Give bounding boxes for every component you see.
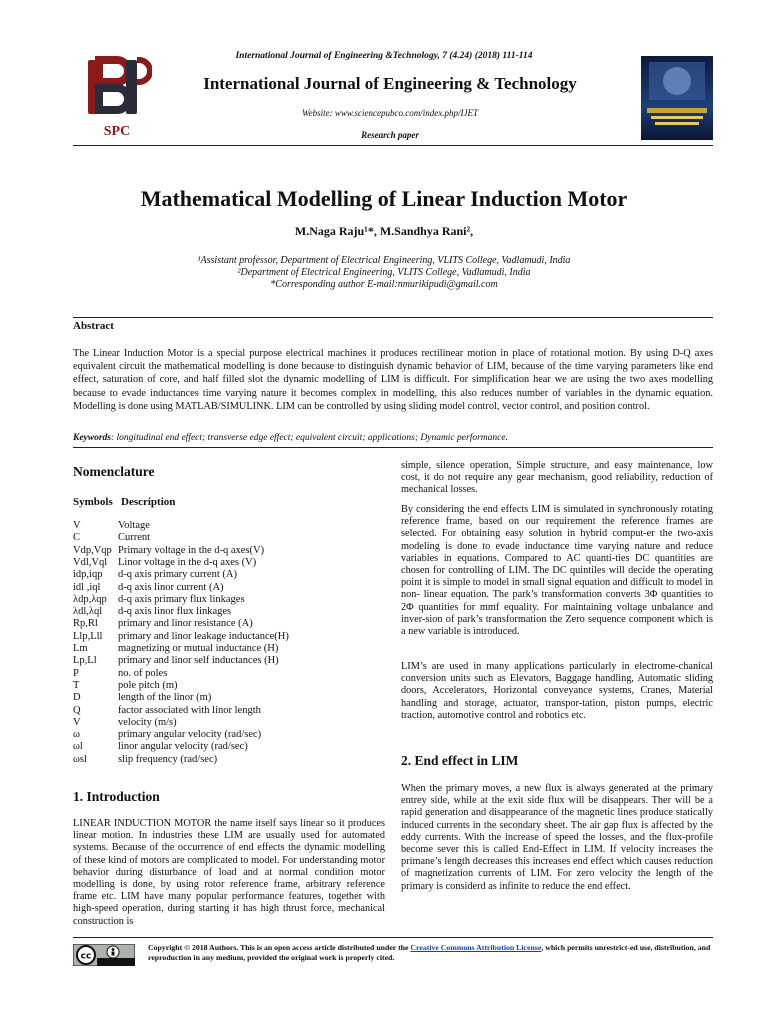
- paper-type: Research paper: [361, 130, 419, 140]
- description-column-header: Description: [121, 496, 176, 508]
- nomenclature-description: linor angular velocity (rad/sec): [118, 741, 248, 753]
- nomenclature-description: primary and linor leakage inductance(H): [118, 630, 289, 642]
- nomenclature-row: [73, 545, 264, 557]
- abstract-bottom-rule: [73, 447, 713, 448]
- article-title: Mathematical Modelling of Linear Induction Motor: [140, 186, 628, 211]
- spc-logo-icon: [88, 60, 150, 114]
- nomenclature-symbol: idl ,iql: [73, 581, 101, 593]
- nomenclature-symbol: V: [73, 716, 81, 728]
- nomenclature-description: slip frequency (rad/sec): [118, 753, 218, 765]
- nomenclature-row: [73, 717, 177, 729]
- spc-logo-text: SPC: [103, 124, 131, 139]
- abstract-text: The Linear Induction Motor is a special purpose electrical machines it produces rectilinear motion in place of rotational motion. By using D-Q axes equivalent circuit the mathematical modelling is done because to distinguish dynamic behavior of LIM, because of the time varying parameters like end effect, saturation of core, and half filled slot the dynamic modelling of LIM is difficult. For simplification hear we are using the two axes modelling because to evade inductances time varying nature it becomes complex in modelling, this also reduces number of variables in the dynamic equation. Modelling is done using MATLAB/SIMULINK. LIM can be controlled by using sliding model control, vector control, and position control.: [73, 348, 713, 412]
- affiliation-2: ²Department of Electrical Engineering, VLITS College, Vadlamudi, India: [237, 267, 531, 278]
- affiliation-1: ¹Assistant professor, Department of Electrical Engineering, VLITS College, Vadlamudi, India: [197, 255, 571, 266]
- nomenclature-description: Linor voltage in the d-q axes (V): [118, 556, 257, 568]
- abstract-top-rule: [73, 317, 713, 318]
- nomenclature-symbol: V: [73, 520, 81, 531]
- nomenclature-symbol: λdp,λqp: [73, 593, 107, 605]
- copyright-text-cont: , which permits unrestrict-ed use, distribution, and reproduction in any medium, provided the original work is properly cited.: [148, 943, 711, 962]
- right-paragraph-3: LIM’s are used in many applications particularly in electrome-chanical conversion units such as Elevators, Baggage handling, Automatic sliding doors, Accelerators, Horizontal conveyance systems, Cranes, Material handling and storage, actuator, transpor-tation, piston pumps, electric traction, automotive control and robotics etc.: [401, 661, 713, 721]
- nomenclature-symbol: ωl: [73, 741, 83, 753]
- nomenclature-symbol: Vdl,Vql: [73, 556, 108, 568]
- keywords: [73, 433, 713, 443]
- nomenclature-row: [73, 631, 289, 643]
- nomenclature-symbol: Rp,Rl: [73, 618, 98, 630]
- nomenclature-symbol: D: [73, 692, 81, 704]
- nomenclature-row: [73, 582, 224, 594]
- nomenclature-header-row: [73, 496, 175, 508]
- right-paragraph-4: When the primary moves, a new flux is always generated at the primary entrey side, while at the exit side flux will be disappears. Ther will be a rapid generation and disappearance of the magnetic lines produce statically induced currents in the secondary sheet. The air gap flux is affected by the eddy currents. With the increase of speed the losses, and the flux-profile become sever this is called End-Effect in LIM. If velocity increases the primane’s length decreases this increases end effect which causes reduction of magnetization currents of LIM. For zero velocity the length of the primary is considerd as infinite to reduce the end effect.: [401, 783, 713, 892]
- nomenclature-description: pole pitch (m): [118, 679, 178, 691]
- nomenclature-row: [73, 643, 278, 655]
- nomenclature-symbol: ω: [73, 729, 80, 741]
- nomenclature-description: no. of poles: [118, 667, 168, 679]
- creative-commons-badge[interactable]: [73, 944, 135, 966]
- right-paragraph-1: simple, silence operation, Simple structure, and easy maintenance, low cost, it do not require any gear mechanism, good reliability, reduction of mechanical losses.: [401, 460, 713, 496]
- nomenclature-symbol: idp,iqp: [73, 569, 103, 581]
- cc-license-link[interactable]: Creative Commons Attribution License: [410, 943, 542, 952]
- nomenclature-heading: Nomenclature: [73, 464, 155, 479]
- nomenclature-description: length of the linor (m): [118, 692, 212, 704]
- nomenclature-description: magnetizing or mutual inductance (H): [118, 643, 279, 654]
- nomenclature-symbol: T: [73, 679, 80, 691]
- nomenclature-row: [73, 618, 253, 630]
- section-2-heading: 2. End effect in LIM: [401, 753, 519, 768]
- nomenclature-symbol: P: [73, 667, 79, 679]
- footer-rule: [73, 937, 713, 938]
- nomenclature-description: Current: [118, 532, 151, 544]
- nomenclature-row: [73, 692, 211, 704]
- keywords-label: Keywords: [73, 433, 111, 443]
- nomenclature-symbol: Llp,Lll: [73, 630, 103, 642]
- journal-name: International Journal of Engineering & Technology: [203, 74, 577, 93]
- abstract-heading: Abstract: [73, 320, 114, 332]
- nomenclature-symbol: Lp,Ll: [73, 655, 97, 667]
- nomenclature-row: [73, 569, 237, 581]
- nomenclature-row: [73, 532, 150, 544]
- nomenclature-description: d-q axis linor current (A): [118, 581, 224, 593]
- nomenclature-description: factor associated with linor length: [118, 704, 261, 716]
- nomenclature-description: d-q axis primary flux linkages: [118, 593, 245, 605]
- nomenclature-symbol: Q: [73, 704, 81, 716]
- right-paragraph-2: By considering the end effects LIM is simulated in synchronously rotating reference frame, based on our requirement the reference frames are selected. For obtaining easy solution in hybrid comput-er the two-axis modeling is done to evade inductance time varying nature and reduce variables in equations. Compared to AC quanti-ties DC quantities are chosen for controlling of LIM. The DC quintiles will decide the operating point it is simple to model in small signal equation and difficult to model in non- linear equation. The park’s transformation converts 3Φ quantities to 2Φ quantities for mmf equality. For maintaining voltage unbalance and inver-sion of park’s transformation the Zero sequence component which is a new variable is introduced.: [401, 504, 713, 638]
- nomenclature-row: [73, 668, 167, 680]
- nomenclature-row: [73, 594, 245, 606]
- corresponding-author: *Corresponding author E-mail:nmurikipudi@gmail.com: [270, 279, 498, 290]
- nomenclature-symbol: λdl,λql: [73, 606, 103, 618]
- spc-logo: [82, 56, 152, 140]
- nomenclature-symbol: Lm: [73, 643, 88, 654]
- nomenclature-row: [73, 655, 279, 667]
- nomenclature-row: [73, 520, 150, 532]
- nomenclature-description: primary and linor self inductances (H): [118, 655, 279, 667]
- svg-text:cc: cc: [80, 951, 92, 962]
- article-authors: M.Naga Raju¹*, M.Sandhya Rani²,: [294, 224, 474, 238]
- nomenclature-row: [73, 705, 261, 717]
- journal-website: Website: www.sciencepubco.com/index.php/IJET: [302, 108, 478, 118]
- nomenclature-description: Voltage: [118, 520, 150, 531]
- nomenclature-description: d-q axis primary current (A): [118, 569, 237, 581]
- nomenclature-description: d-q axis linor flux linkages: [118, 606, 232, 618]
- nomenclature-description: Primary voltage in the d-q axes(V): [118, 544, 265, 556]
- nomenclature-row: [73, 557, 256, 569]
- symbols-column-header: Symbols: [73, 496, 113, 508]
- introduction-heading: 1. Introduction: [73, 789, 160, 804]
- nomenclature-symbol: ωsl: [73, 753, 87, 765]
- nomenclature-row: [73, 729, 261, 741]
- nomenclature-row: [73, 741, 248, 753]
- nomenclature-row: [73, 754, 217, 766]
- copyright-notice: [148, 943, 714, 963]
- nomenclature-row: [73, 680, 177, 692]
- nomenclature-symbol: Vdp,Vqp: [73, 544, 112, 556]
- nomenclature-description: primary and linor resistance (A): [118, 618, 253, 630]
- journal-reference: International Journal of Engineering &Technology, 7 (4.24) (2018) 111-114: [235, 51, 533, 61]
- copyright-text: Copyright © 2018 Authors. This is an open access article distributed under the: [148, 943, 411, 952]
- journal-cover-image: [641, 56, 713, 140]
- introduction-text: LINEAR INDUCTION MOTOR the name itself says linear so it produces linear motion. In industries these LIM are usually used for automated systems. Because of the occurrence of end effects the dynamic modelling of these kind of motors are complicated to model. For understanding motor behavior during disturbance of load and at normal condition motor modelling is done, by using rotor reference frame, arbitrary reference frame etc. LIM have many popular performance features, together with high-speed operation, during starting it has high thrust force, mechanical construction is: [73, 818, 385, 927]
- header-rule: [73, 145, 713, 146]
- keywords-list: : longitudinal end effect; transverse edge effect; equivalent circuit; applications; Dynamic performance.: [111, 433, 508, 443]
- nomenclature-symbol: C: [73, 532, 81, 544]
- nomenclature-row: [73, 606, 231, 618]
- nomenclature-description: velocity (m/s): [118, 716, 177, 728]
- nomenclature-description: primary angular velocity (rad/sec): [118, 729, 262, 741]
